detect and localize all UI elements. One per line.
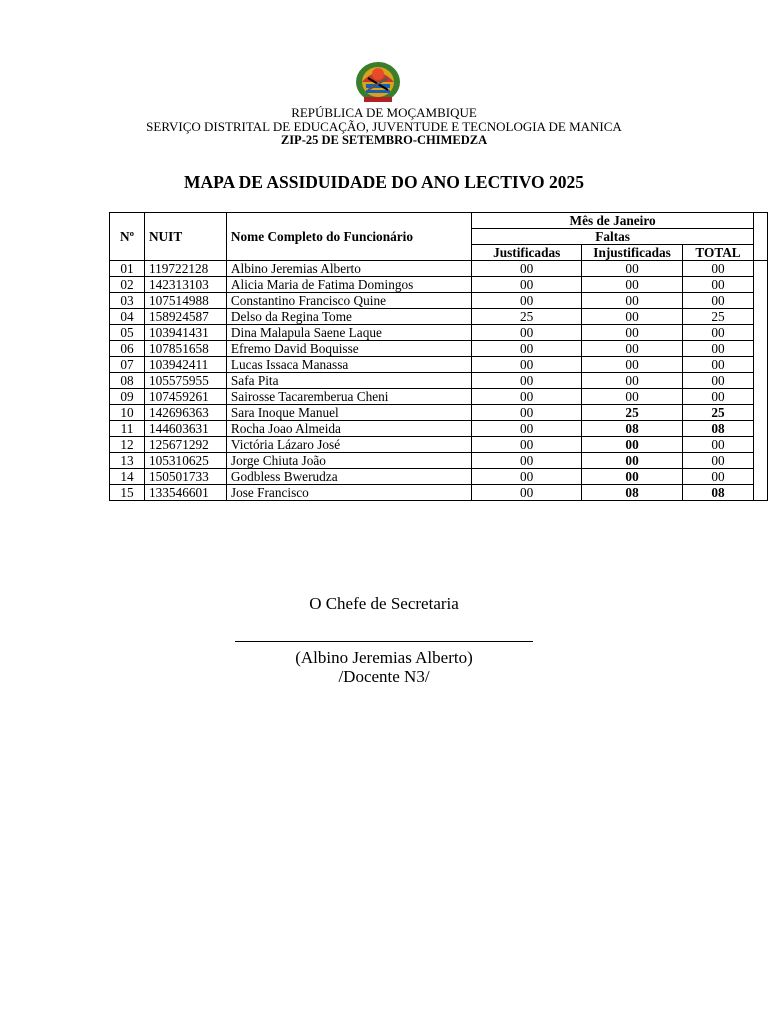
row-total: 00: [683, 389, 754, 405]
row-justified: 00: [472, 485, 582, 501]
row-number: 13: [110, 453, 145, 469]
row-unjustified: 00: [582, 277, 683, 293]
row-nuit: 105310625: [144, 453, 226, 469]
row-unjustified: 00: [582, 389, 683, 405]
row-nuit: 103942411: [144, 357, 226, 373]
row-nuit: 142313103: [144, 277, 226, 293]
attendance-table: [109, 212, 768, 501]
table-row: [110, 357, 768, 373]
row-nuit: 133546601: [144, 485, 226, 501]
row-name: Alicia Maria de Fatima Domingos: [226, 277, 471, 293]
row-unjustified: 00: [582, 357, 683, 373]
faltas-header: Faltas: [472, 229, 754, 245]
row-number: 09: [110, 389, 145, 405]
row-name: Jorge Chiuta João: [226, 453, 471, 469]
signature-name: (Albino Jeremias Alberto): [295, 648, 473, 667]
col-header-justified: Justificadas: [472, 245, 582, 261]
row-justified: 25: [472, 309, 582, 325]
row-unjustified: 00: [582, 293, 683, 309]
row-total: 00: [683, 437, 754, 453]
row-unjustified: 00: [582, 469, 683, 485]
service-header: SERVIÇO DISTRITAL DE EDUCAÇÃO, JUVENTUDE E TECNOLOGIA DE MANICA: [146, 119, 622, 134]
row-number: 15: [110, 485, 145, 501]
row-nuit: 125671292: [144, 437, 226, 453]
row-name: Lucas Issaca Manassa: [226, 357, 471, 373]
col-header-nuit: NUIT: [144, 213, 226, 261]
row-justified: 00: [472, 469, 582, 485]
row-nuit: 144603631: [144, 421, 226, 437]
row-number: 04: [110, 309, 145, 325]
row-justified: 00: [472, 373, 582, 389]
row-number: 14: [110, 469, 145, 485]
row-number: 11: [110, 421, 145, 437]
row-nuit: 150501733: [144, 469, 226, 485]
zip-header: ZIP-25 DE SETEMBRO-CHIMEDZA: [280, 133, 488, 147]
signature-role: /Docente N3/: [338, 667, 430, 686]
table-row: [110, 277, 768, 293]
row-total: 00: [683, 325, 754, 341]
signature-title: O Chefe de Secretaria: [309, 594, 459, 613]
row-name: Victória Lázaro José: [226, 437, 471, 453]
row-unjustified: 00: [582, 341, 683, 357]
row-number: 10: [110, 405, 145, 421]
row-unjustified: 25: [582, 405, 683, 421]
row-unjustified: 08: [582, 485, 683, 501]
table-row: [110, 485, 768, 501]
row-total: 00: [683, 277, 754, 293]
row-total: 00: [683, 469, 754, 485]
row-total: 00: [683, 357, 754, 373]
row-total: 08: [683, 421, 754, 437]
row-name: Jose Francisco: [226, 485, 471, 501]
row-number: 07: [110, 357, 145, 373]
row-justified: 00: [472, 453, 582, 469]
row-number: 06: [110, 341, 145, 357]
col-header-total: TOTAL: [683, 245, 754, 261]
extra-column: [753, 213, 767, 261]
row-justified: 00: [472, 277, 582, 293]
row-name: Constantino Francisco Quine: [226, 293, 471, 309]
row-unjustified: 00: [582, 453, 683, 469]
mozambique-coat-of-arms-icon: [350, 56, 406, 106]
row-nuit: 119722128: [144, 261, 226, 277]
row-justified: 00: [472, 437, 582, 453]
table-row: [110, 469, 768, 485]
row-name: Sara Inoque Manuel: [226, 405, 471, 421]
row-total: 00: [683, 373, 754, 389]
col-header-name: Nome Completo do Funcionário: [226, 213, 471, 261]
table-row: [110, 309, 768, 325]
republic-header: REPÚBLICA DE MOÇAMBIQUE: [291, 105, 477, 120]
row-nuit: 142696363: [144, 405, 226, 421]
row-name: Sairosse Tacaremberua Cheni: [226, 389, 471, 405]
row-unjustified: 08: [582, 421, 683, 437]
row-nuit: 107514988: [144, 293, 226, 309]
table-row: [110, 261, 768, 277]
document-title: MAPA DE ASSIDUIDADE DO ANO LECTIVO 2025: [184, 172, 584, 192]
row-name: Delso da Regina Tome: [226, 309, 471, 325]
row-total: 00: [683, 293, 754, 309]
row-nuit: 107851658: [144, 341, 226, 357]
row-unjustified: 00: [582, 373, 683, 389]
row-total: 25: [683, 309, 754, 325]
row-justified: 00: [472, 405, 582, 421]
row-name: Albino Jeremias Alberto: [226, 261, 471, 277]
row-unjustified: 00: [582, 261, 683, 277]
table-row: [110, 421, 768, 437]
table-row: [110, 405, 768, 421]
table-row: [110, 453, 768, 469]
row-justified: 00: [472, 325, 582, 341]
row-justified: 00: [472, 261, 582, 277]
row-nuit: 158924587: [144, 309, 226, 325]
row-justified: 00: [472, 293, 582, 309]
row-number: 12: [110, 437, 145, 453]
row-unjustified: 00: [582, 309, 683, 325]
row-number: 03: [110, 293, 145, 309]
table-row: [110, 389, 768, 405]
extra-column-cell: [753, 261, 767, 501]
table-row: [110, 373, 768, 389]
row-justified: 00: [472, 421, 582, 437]
row-total: 00: [683, 341, 754, 357]
row-number: 01: [110, 261, 145, 277]
row-number: 02: [110, 277, 145, 293]
row-number: 08: [110, 373, 145, 389]
row-name: Godbless Bwerudza: [226, 469, 471, 485]
row-total: 25: [683, 405, 754, 421]
col-header-unjustified: Injustificadas: [582, 245, 683, 261]
row-total: 00: [683, 261, 754, 277]
row-name: Dina Malapula Saene Laque: [226, 325, 471, 341]
row-name: Rocha Joao Almeida: [226, 421, 471, 437]
row-total: 08: [683, 485, 754, 501]
row-justified: 00: [472, 389, 582, 405]
row-name: Safa Pita: [226, 373, 471, 389]
row-nuit: 105575955: [144, 373, 226, 389]
table-row: [110, 341, 768, 357]
row-unjustified: 00: [582, 325, 683, 341]
row-unjustified: 00: [582, 437, 683, 453]
month-header: Mês de Janeiro: [472, 213, 754, 229]
table-row: [110, 293, 768, 309]
row-number: 05: [110, 325, 145, 341]
row-justified: 00: [472, 341, 582, 357]
row-nuit: 107459261: [144, 389, 226, 405]
col-header-number: Nº: [110, 213, 145, 261]
row-nuit: 103941431: [144, 325, 226, 341]
table-row: [110, 325, 768, 341]
row-total: 00: [683, 453, 754, 469]
signature-line: [235, 641, 533, 642]
row-justified: 00: [472, 357, 582, 373]
row-name: Efremo David Boquisse: [226, 341, 471, 357]
table-row: [110, 437, 768, 453]
